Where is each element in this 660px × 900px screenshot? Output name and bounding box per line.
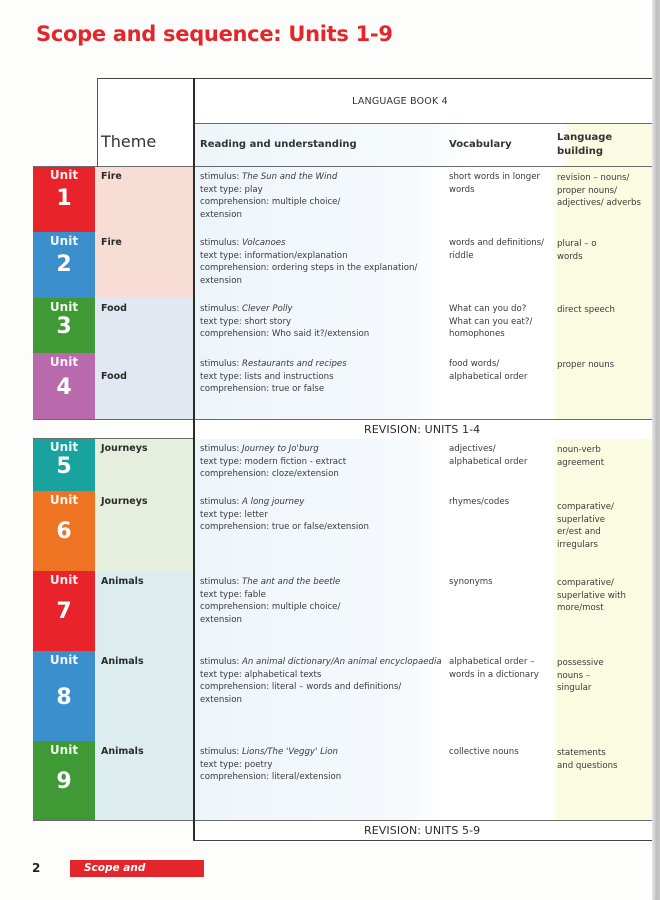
unit-badge-4 <box>33 353 95 419</box>
stimulus-title: Clever Polly <box>242 304 293 314</box>
vocabulary-cell <box>449 303 553 341</box>
footer-section-tag: Scope and sequence <box>70 860 204 877</box>
unit-badge-1 <box>33 166 95 232</box>
vocabulary-cell <box>449 746 553 759</box>
table-bottom-border <box>193 840 652 841</box>
stimulus-title: The ant and the beetle <box>242 577 341 587</box>
language-cell <box>557 577 652 615</box>
unit-word: Unit <box>49 440 79 454</box>
theme-label: Food <box>101 303 127 314</box>
unit-badge-8 <box>33 651 95 741</box>
text-type: text type: short story <box>200 316 292 327</box>
reading-cell <box>200 656 450 706</box>
theme-label: Animals <box>101 746 144 757</box>
theme-header-left-border <box>97 78 98 167</box>
vocabulary-line: alphabetical order – <box>449 657 535 667</box>
unit-number: 2 <box>56 252 72 277</box>
text-type: text type: poetry <box>200 759 273 770</box>
vocabulary-line: rhymes/codes <box>449 497 510 507</box>
comprehension-cont: extension <box>200 209 242 220</box>
unit-word: Unit <box>49 493 79 507</box>
stimulus-label: stimulus: <box>200 444 240 454</box>
language-line: revision – nouns/ <box>557 173 630 183</box>
comprehension: comprehension: true or false <box>200 384 325 395</box>
reading-header: Reading and understanding <box>200 139 357 150</box>
unit-number: 8 <box>56 685 72 710</box>
stimulus-label: stimulus: <box>200 359 240 369</box>
text-type: text type: alphabetical texts <box>200 669 322 680</box>
table-top-border <box>97 78 652 79</box>
text-type: text type: lists and instructions <box>200 371 334 382</box>
stimulus-label: stimulus: <box>200 238 240 248</box>
theme-header: Theme <box>101 132 157 151</box>
theme-label: Fire <box>101 237 122 248</box>
unit-word: Unit <box>49 653 79 667</box>
vocabulary-line: What can you eat?/ <box>449 316 533 327</box>
language-cell <box>557 304 652 317</box>
row-divider <box>33 166 652 167</box>
unit-badge-2 <box>33 232 95 298</box>
unit-word: Unit <box>49 300 79 314</box>
reading-cell <box>200 576 450 626</box>
vocabulary-cell <box>449 237 553 262</box>
theme-label: Journeys <box>101 496 148 507</box>
language-cell <box>557 657 652 695</box>
reading-cell <box>200 171 450 221</box>
vocabulary-line: alphabetical order <box>449 371 528 382</box>
vocabulary-cell <box>449 171 553 196</box>
theme-label: Food <box>101 371 127 382</box>
vocabulary-line: What can you do? <box>449 304 527 314</box>
text-type: text type: information/explanation <box>200 250 348 261</box>
stimulus-label: stimulus: <box>200 172 240 182</box>
language-cell <box>557 444 652 469</box>
unit-word: Unit <box>49 234 79 248</box>
theme-label: Animals <box>101 576 144 587</box>
text-type: text type: letter <box>200 509 268 520</box>
vocabulary-line: collective nouns <box>449 747 519 757</box>
language-header <box>557 131 612 159</box>
unit-badge-5 <box>33 438 95 491</box>
reading-cell <box>200 303 450 341</box>
page-title: Scope and sequence: Units 1-9 <box>36 22 393 46</box>
language-cell <box>557 501 652 551</box>
stimulus-label: stimulus: <box>200 304 240 314</box>
stimulus-label: stimulus: <box>200 657 240 667</box>
stimulus-title: A long journey <box>242 497 305 507</box>
language-line: statements <box>557 748 606 758</box>
vocabulary-line: words and definitions/ <box>449 238 545 248</box>
vocabulary-line: food words/ <box>449 359 500 369</box>
language-line: comparative/ <box>557 502 614 512</box>
revision-label: REVISION: UNITS 1-4 <box>364 423 481 436</box>
vocabulary-cell <box>449 496 553 509</box>
comprehension-cont: extension <box>200 275 242 286</box>
comprehension-cont: extension <box>200 614 242 625</box>
vocabulary-cell <box>449 656 553 681</box>
unit-number: 5 <box>56 454 72 479</box>
stimulus-title: Restaurants and recipes <box>242 359 347 369</box>
language-header-line1: Language <box>557 132 613 143</box>
language-cell <box>557 238 652 263</box>
unit-number: 3 <box>56 314 72 339</box>
language-line: words <box>557 251 583 262</box>
reading-cell <box>200 358 450 396</box>
stimulus-title: The Sun and the Wind <box>242 172 338 182</box>
vocabulary-line: adjectives/ <box>449 444 496 454</box>
comprehension: comprehension: literal/extension <box>200 772 342 783</box>
stimulus-title: Journey to Jo'burg <box>242 444 319 454</box>
theme-label: Animals <box>101 656 144 667</box>
language-line: more/most <box>557 603 604 614</box>
language-line: superlative <box>557 514 605 525</box>
theme-header-cell <box>97 78 194 166</box>
comprehension: comprehension: literal – words and definitions/ <box>200 682 402 693</box>
unit-number: 6 <box>56 519 72 544</box>
unit-number: 7 <box>56 599 72 624</box>
comprehension: comprehension: Who said it?/extension <box>200 329 370 340</box>
stimulus-label: stimulus: <box>200 577 240 587</box>
header-divider <box>195 123 652 124</box>
unit-badge-7 <box>33 571 95 651</box>
text-type: text type: modern fiction - extract <box>200 456 347 467</box>
language-cell <box>557 172 652 210</box>
text-type: text type: fable <box>200 589 266 600</box>
vocabulary-header: Vocabulary <box>449 139 512 150</box>
language-line: noun-verb <box>557 445 601 455</box>
vocabulary-line: synonyms <box>449 577 493 587</box>
main-vertical-divider <box>193 78 195 840</box>
unit-badge-6 <box>33 491 95 571</box>
language-line: plural – o <box>557 239 597 249</box>
language-line: adjectives/ adverbs <box>557 198 641 209</box>
unit-badge-9 <box>33 741 95 820</box>
language-line: nouns – <box>557 670 591 681</box>
language-line: irregulars <box>557 539 598 550</box>
language-line: proper nouns <box>557 360 615 370</box>
language-line: and questions <box>557 760 618 771</box>
language-line: possessive <box>557 658 604 668</box>
vocabulary-line: words in a dictionary <box>449 669 539 680</box>
revision-label: REVISION: UNITS 5-9 <box>364 824 481 837</box>
language-cell <box>557 747 652 772</box>
vocabulary-line: alphabetical order <box>449 456 528 467</box>
unit-word: Unit <box>49 573 79 587</box>
language-line: agreement <box>557 457 605 468</box>
theme-label: Fire <box>101 171 122 182</box>
stimulus-label: stimulus: <box>200 747 240 757</box>
text-type: text type: play <box>200 184 263 195</box>
vocabulary-line: homophones <box>449 329 505 340</box>
unit-word: Unit <box>49 355 79 369</box>
stimulus-title: An animal dictionary/An animal encyclopaedia <box>242 657 442 667</box>
language-line: proper nouns/ <box>557 185 618 196</box>
language-header-line2: building <box>557 146 603 157</box>
unit-number: 1 <box>56 186 72 211</box>
comprehension-cont: extension <box>200 694 242 705</box>
unit-word: Unit <box>49 168 79 182</box>
reading-cell <box>200 746 450 784</box>
vocabulary-cell <box>449 576 553 589</box>
vocabulary-cell <box>449 358 553 383</box>
vocabulary-line: riddle <box>449 250 474 261</box>
unit-word: Unit <box>49 743 79 757</box>
language-line: comparative/ <box>557 578 614 588</box>
comprehension: comprehension: cloze/extension <box>200 469 339 480</box>
language-line: er/est and <box>557 527 601 538</box>
reading-cell <box>200 237 450 287</box>
theme-label: Journeys <box>101 443 148 454</box>
reading-cell <box>200 443 450 481</box>
unit-number: 9 <box>56 769 72 794</box>
language-cell <box>557 359 652 372</box>
comprehension: comprehension: ordering steps in the explanation/ <box>200 263 418 274</box>
stimulus-title: Volcanoes <box>242 238 286 248</box>
vocabulary-line: short words in longer <box>449 172 541 182</box>
vocabulary-cell <box>449 443 553 468</box>
theme-cell <box>95 353 194 419</box>
stimulus-title: Lions/The 'Veggy' Lion <box>242 747 338 757</box>
vocabulary-line: words <box>449 184 475 195</box>
unit-number: 4 <box>56 375 72 400</box>
language-line: direct speech <box>557 305 615 315</box>
reading-cell <box>200 496 450 534</box>
comprehension: comprehension: true or false/extension <box>200 522 369 533</box>
comprehension: comprehension: multiple choice/ <box>200 197 341 208</box>
stimulus-label: stimulus: <box>200 497 240 507</box>
book-label: LANGUAGE BOOK 4 <box>352 96 448 107</box>
comprehension: comprehension: multiple choice/ <box>200 602 341 613</box>
language-line: superlative with <box>557 590 626 601</box>
language-line: singular <box>557 683 592 694</box>
unit-badge-3 <box>33 298 95 353</box>
page-number: 2 <box>32 861 41 875</box>
